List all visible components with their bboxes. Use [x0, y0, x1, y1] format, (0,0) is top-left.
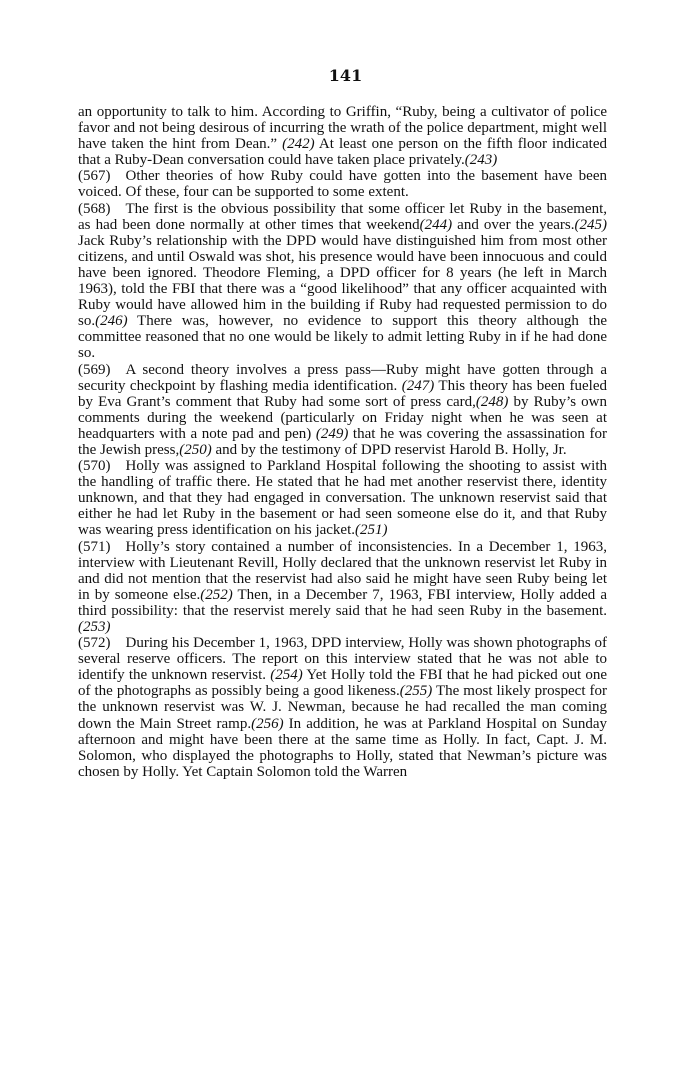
- paragraph-number: (568): [78, 200, 111, 217]
- footnote-reference: (246): [95, 313, 128, 330]
- paragraph-text: an opportunity to talk to him. According to Griffin, “Ruby, being a cultivator of police favor and not being desirous of incurring the wrath of the police department, might well have taken the hint from Dean.”: [78, 104, 607, 153]
- paragraph-text: The first is the obvious possibility that some officer let Ruby in the basement, as had been done normally at other times that weekend: [78, 200, 607, 233]
- paragraph-text: and over the years.: [452, 216, 575, 233]
- paragraph-text: Other theories of how Ruby could have gotten into the basement have been voiced. Of these, four can be supported to some extent.: [78, 168, 607, 201]
- footnote-reference: (253): [78, 619, 111, 635]
- footnote-reference: (250): [179, 441, 212, 458]
- paragraph-number: (567): [78, 168, 111, 185]
- paragraph: [78, 201, 607, 362]
- paragraph: [78, 635, 607, 780]
- paragraph-text: Holly was assigned to Parkland Hospital following the shooting to assist with the handling of traffic there. He stated that he had met another reservist there, identity unknown, and that they had engaged in conversation. The unknown reservist said that either he had let Ruby in the basement or had seen someone else do it, and that Ruby was wearing press identification on his jacket.: [78, 458, 607, 539]
- paragraph-text: and by the testimony of DPD reservist Harold B. Holly, Jr.: [211, 441, 567, 458]
- paragraph: [78, 458, 607, 538]
- footnote-reference: (247): [401, 377, 435, 394]
- paragraph-text: There was, however, no evidence to support this theory although the committee reasoned that no one would be likely to admit letting Ruby in if he had done so.: [78, 313, 607, 362]
- paragraph-text: A second theory involves a press pass—Ruby might have gotten through a security checkpoint by flashing media identification.: [78, 361, 607, 394]
- footnote-reference: (243): [464, 152, 498, 169]
- paragraph-number: (569): [78, 361, 111, 378]
- paragraph-text: Then, in a December 7, 1963, FBI interview, Holly added a third possibility: that the reservist merely said that he had seen Ruby in the basement.: [78, 586, 608, 619]
- page-number: 141: [328, 66, 363, 85]
- paragraph-text: This theory has been fueled by Eva Grant’s comment that Ruby had some sort of press card,: [78, 377, 607, 410]
- footnote-reference: (254): [270, 667, 303, 684]
- paragraph-text: During his December 1, 1963, DPD interview, Holly was shown photographs of several reserve officers. The report on this interview stated that he was not able to identify the unknown reservist.: [78, 635, 607, 684]
- footnote-reference: (242): [282, 136, 315, 153]
- paragraph-text: Yet Holly told the FBI that he had picked out one of the photographs as possibly being a good likeness.: [78, 667, 607, 700]
- paragraph-number: (570): [78, 458, 111, 475]
- footnote-reference: (245): [574, 216, 607, 233]
- paragraph-text: by Ruby’s own comments during the weekend (particularly on Friday night when he was seen at headquarters with a note pad and pen): [78, 393, 607, 442]
- paragraph-text: At least one person on the fifth floor indicated that a Ruby-Dean conversation could have taken place privately.: [78, 136, 608, 169]
- paragraph: [78, 168, 607, 200]
- footnote-reference: (255): [399, 683, 433, 700]
- paragraph-text: that he was covering the assassination for the Jewish press,: [78, 425, 607, 458]
- footnote-reference: (244): [419, 216, 453, 233]
- footnote-reference: (249): [315, 425, 349, 442]
- paragraph-number: (572): [78, 635, 111, 652]
- paragraph-text: Jack Ruby’s relationship with the DPD would have distinguished him from most other citizens, and until Oswald was shot, his presence would have been innocuous and could have been ignored. Theodore Fleming, a DPD officer for 8 years (he left in March 1963), told the FBI that there was a “good likelihood” that any officer acquainted with Ruby would have allowed him in the building if Ruby had requested permission to do so.: [78, 232, 607, 330]
- footnote-reference: (251): [355, 522, 388, 539]
- paragraph-text: In addition, he was at Parkland Hospital on Sunday afternoon and might have been there at the same time as Holly. In fact, Capt. J. M. Solomon, who displayed the photographs to Holly, stated that Newman’s picture was chosen by Holly. Yet Captain Solomon told the Warren: [78, 715, 607, 780]
- paragraph-text: Holly’s story contained a number of inconsistencies. In a December 1, 1963, interview with Lieutenant Revill, Holly declared that the unknown reservist let Ruby in and did not mention that the reservist had also said he might have seen Ruby being let in by someone else.: [78, 538, 607, 603]
- body-text: [78, 104, 607, 780]
- paragraph: [78, 104, 607, 168]
- paragraph-number: (571): [78, 538, 111, 555]
- footnote-reference: (248): [475, 393, 509, 410]
- paragraph: [78, 539, 607, 636]
- paragraph-text: The most likely prospect for the unknown reservist was W. J. Newman, because he had recalled the man coming down the Main Street ramp.: [78, 683, 608, 732]
- footnote-reference: (252): [200, 586, 233, 603]
- paragraph: [78, 362, 607, 459]
- footnote-reference: (256): [251, 715, 284, 732]
